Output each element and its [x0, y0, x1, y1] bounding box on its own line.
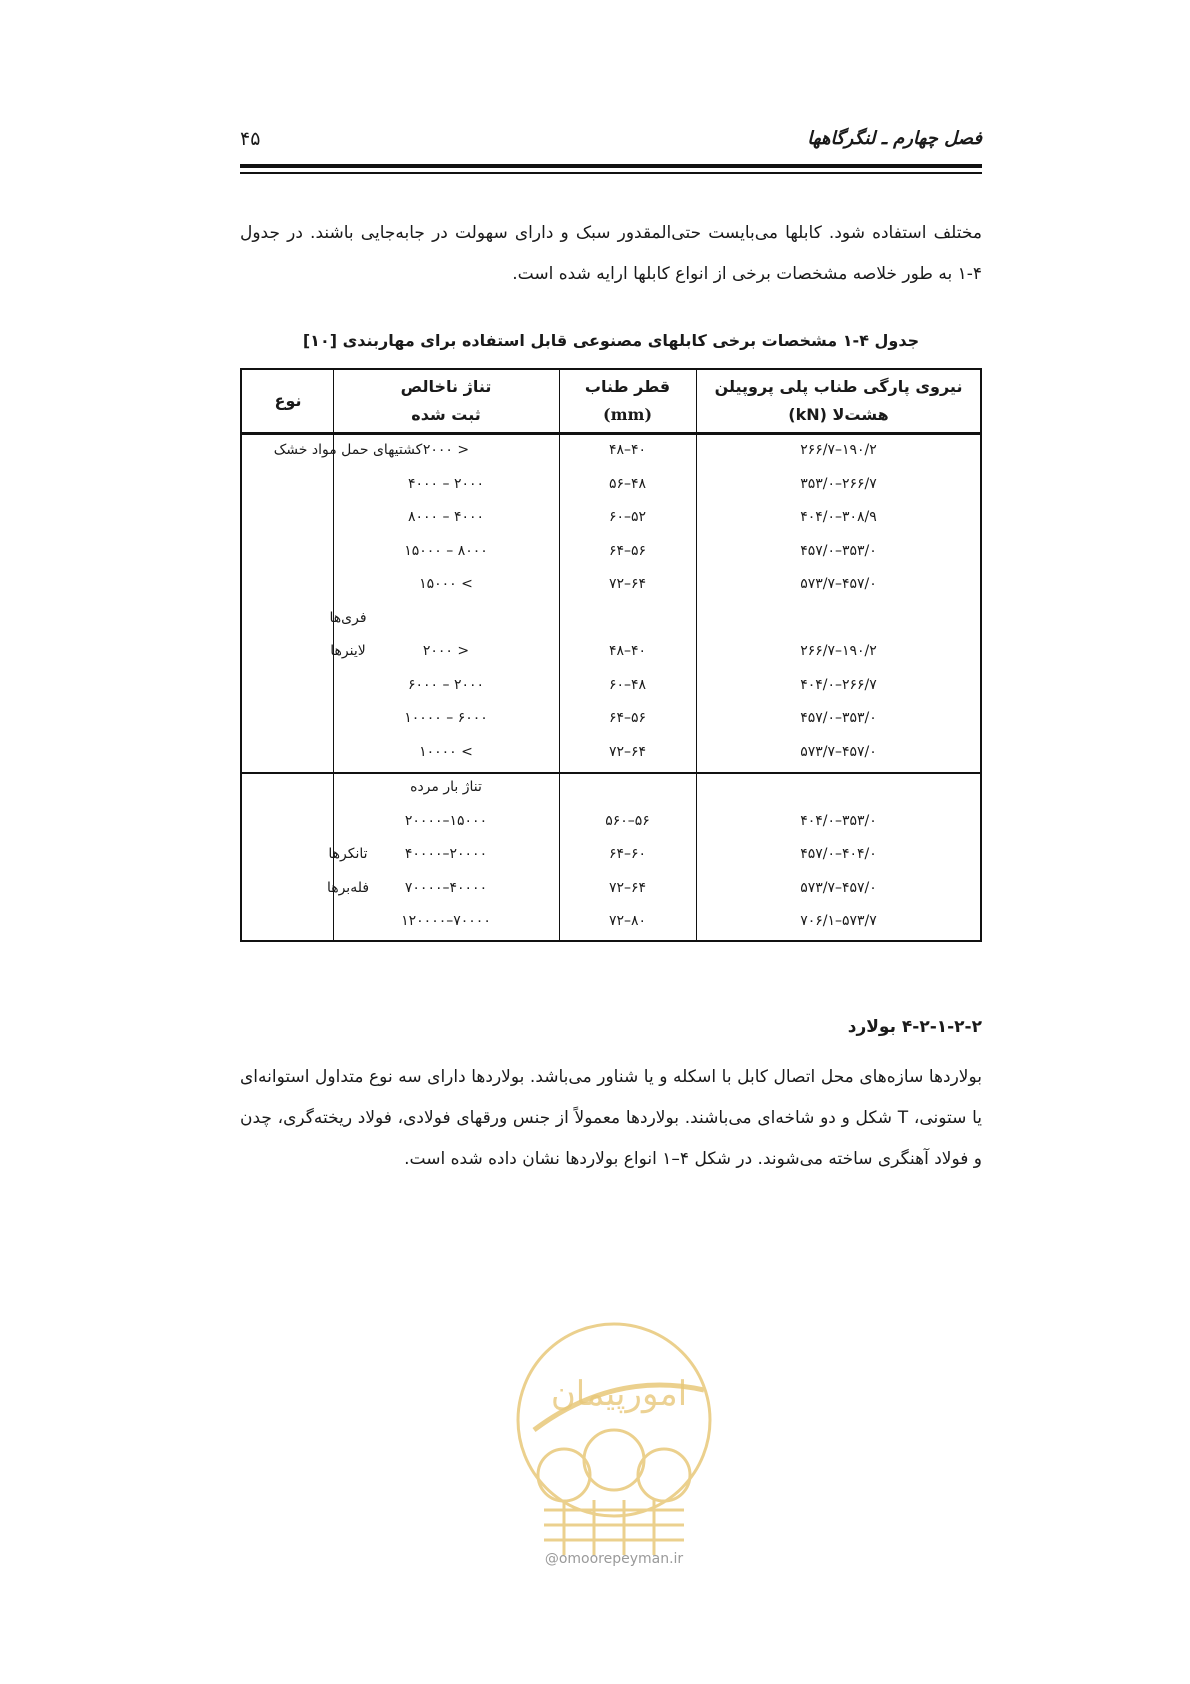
header-force: [697, 370, 980, 432]
table-cell-diameter: ۶۰–۶۴: [608, 846, 647, 862]
table-cell-type: [242, 771, 454, 804]
table-cell-type: [242, 535, 454, 568]
table-cell-diameter: ۵۶–۶۴: [608, 542, 647, 559]
watermark-logo-text: امورپیمان: [550, 1374, 688, 1414]
table-cell-diameter: ۶۴–۷۲: [608, 879, 647, 896]
table-cell-diameter: ۵۶–۵۶۰: [605, 812, 650, 829]
header-tonnage: [334, 370, 558, 432]
table-cell-type: کشتیهای حمل مواد خشک: [273, 442, 423, 458]
paragraph-bollards: بولاردها سازه‌های محل اتصال کابل با اسکله و یا شناور می‌باشد. بولاردها دارای سه نوع متداول استوانه‌ای یا ستونی، T شکل و دو شاخه‌ای می‌باشند. بولاردها معمولاً از جنس ورقهای فولادی، فولاد ریخته‌گری، چدن و فولاد آهنگری ساخته می‌شوند. در شکل ۴–۱ انواع بولاردها نشان داده شده است.: [240, 1067, 982, 1169]
header-diameter-line2: (mm): [603, 405, 653, 424]
table-cell-diameter: ۵۲–۶۰: [608, 509, 647, 525]
table-cell-type: [242, 501, 454, 534]
table-cell-type: فری‌ها: [329, 609, 367, 626]
table-caption: جدول ۴-۱ مشخصات برخی کابلهای مصنوعی قابل استفاده برای مهاربندی [۱۰]: [302, 331, 920, 350]
header-force-line1: نیروی پارگی طناب پلی پروپیلن: [714, 377, 963, 396]
table-cell-force: ۳۵۳/۰–۴۰۴/۰: [800, 812, 877, 829]
table-cell-diameter: [560, 771, 695, 804]
table-cell-tonnage: ۷۰۰۰۰–۱۲۰۰۰۰: [401, 913, 491, 929]
table-cell-force: ۳۰۸/۹–۴۰۴/۰: [800, 509, 877, 525]
table-cell-diameter: [560, 602, 695, 635]
table-cell-diameter: ۸۰–۷۲: [608, 913, 647, 929]
table-cell-type: [242, 468, 454, 501]
at-icon: @: [544, 1551, 559, 1567]
table-cell-type: [242, 568, 454, 601]
table-cell-type: [242, 736, 454, 769]
table-cell-force: [697, 602, 980, 635]
table-cell-type: [242, 905, 454, 938]
table-cell-diameter: ۵۶–۶۴: [608, 710, 647, 726]
table-cell-type: فله‌برها: [326, 879, 370, 896]
table-cell-tonnage: ۸۰۰۰ – ۱۵۰۰۰: [404, 542, 488, 559]
header-tonnage-line1: تناژ ناخالص: [400, 377, 492, 396]
table-cell-diameter: ۴۸–۵۶: [608, 475, 647, 492]
table-cell-force: ۴۵۷/۰–۵۷۳/۷: [800, 576, 877, 592]
table-cell-tonnage: ۱۵۰۰۰–۲۰۰۰۰: [404, 812, 488, 829]
table-cell-force: ۴۰۴/۰–۴۵۷/۰: [800, 846, 877, 862]
table-cell-force: ۲۶۶/۷–۳۵۳/۰: [800, 475, 877, 492]
page-number: ۴۵: [240, 128, 261, 150]
table-cell-diameter: ۶۴–۷۲: [608, 743, 647, 760]
table-cell-tonnage: ۲۰۰۰۰–۴۰۰۰۰: [404, 846, 488, 862]
table-cell-type: تانکرها: [328, 846, 368, 862]
running-head: فصل چهارم ـ لنگرگاهها: [807, 128, 982, 149]
table-cell-tonnage: ۲۰۰۰ – ۶۰۰۰: [407, 676, 485, 693]
watermark-url: [494, 1551, 734, 1567]
table-cell-force: ۲۶۶/۷–۴۰۴/۰: [800, 676, 877, 693]
table-cell-force: ۵۷۳/۷–۷۰۶/۱: [800, 913, 877, 929]
table-cell-tonnage: < ۲۰۰۰: [422, 643, 470, 659]
table-cell-force: ۴۵۷/۰–۵۷۳/۷: [800, 879, 877, 896]
table-cell-type: [242, 805, 454, 838]
table-cell-tonnage: > ۱۵۰۰۰: [419, 576, 473, 592]
header-rule-thin: [240, 172, 982, 174]
table-cell-tonnage: ۴۰۰۰ – ۸۰۰۰: [407, 509, 485, 525]
header-diameter-line1: قطر طناب: [584, 377, 671, 396]
header-type-label: نوع: [274, 391, 302, 410]
table-cell-tonnage: < ۲۰۰۰: [422, 442, 470, 458]
table-cell-type: لاینرها: [330, 643, 366, 659]
table-cell-tonnage: ۲۰۰۰ – ۴۰۰۰: [407, 475, 485, 492]
header-rule-thick: [240, 164, 982, 168]
table-cell-tonnage: > ۱۰۰۰۰: [419, 743, 473, 760]
watermark-logo: [494, 1300, 734, 1580]
section-heading: ۴-۲-۱-۲-۲ بولارد: [847, 1017, 982, 1037]
header-force-line2: هشت‌لا (kN): [788, 405, 889, 424]
watermark-url-text: omoorepeyman.ir: [558, 1551, 684, 1567]
table-cell-force: ۱۹۰/۲–۲۶۶/۷: [800, 643, 877, 659]
table-cell-tonnage: ۴۰۰۰۰–۷۰۰۰۰: [404, 879, 488, 896]
table-cell-diameter: ۴۰–۴۸: [608, 442, 647, 458]
table-cell-force: [697, 771, 980, 804]
header-type: [242, 370, 334, 432]
table-cell-type: [242, 669, 454, 702]
header-tonnage-line2: ثبت شده: [411, 405, 481, 424]
table-cell-force: ۴۵۷/۰–۵۷۳/۷: [800, 743, 877, 760]
table-cell-force: ۱۹۰/۲–۲۶۶/۷: [800, 442, 877, 458]
table-cell-force: ۳۵۳/۰–۴۵۷/۰: [800, 710, 877, 726]
table-cell-tonnage: تناژ بار مرده: [410, 779, 482, 795]
cable-spec-table: [240, 368, 982, 942]
table-cell-diameter: ۴۸–۶۰: [608, 676, 647, 693]
table-cell-force: ۳۵۳/۰–۴۵۷/۰: [800, 542, 877, 559]
table-cell-type: [242, 702, 454, 735]
table-cell-diameter: ۴۰–۴۸: [608, 643, 647, 659]
paragraph-intro: مختلف استفاده شود. کابلها می‌بایست حتی‌المقدور سبک و دارای سهولت در جابه‌جایی باشند. در جدول ۴-۱ به طور خلاصه مشخصات برخی از انواع کابلها ارایه شده است.: [240, 223, 982, 284]
header-diameter: [560, 370, 695, 432]
table-cell-tonnage: ۶۰۰۰ – ۱۰۰۰۰: [404, 710, 488, 726]
table-cell-diameter: ۶۴–۷۲: [608, 576, 647, 592]
